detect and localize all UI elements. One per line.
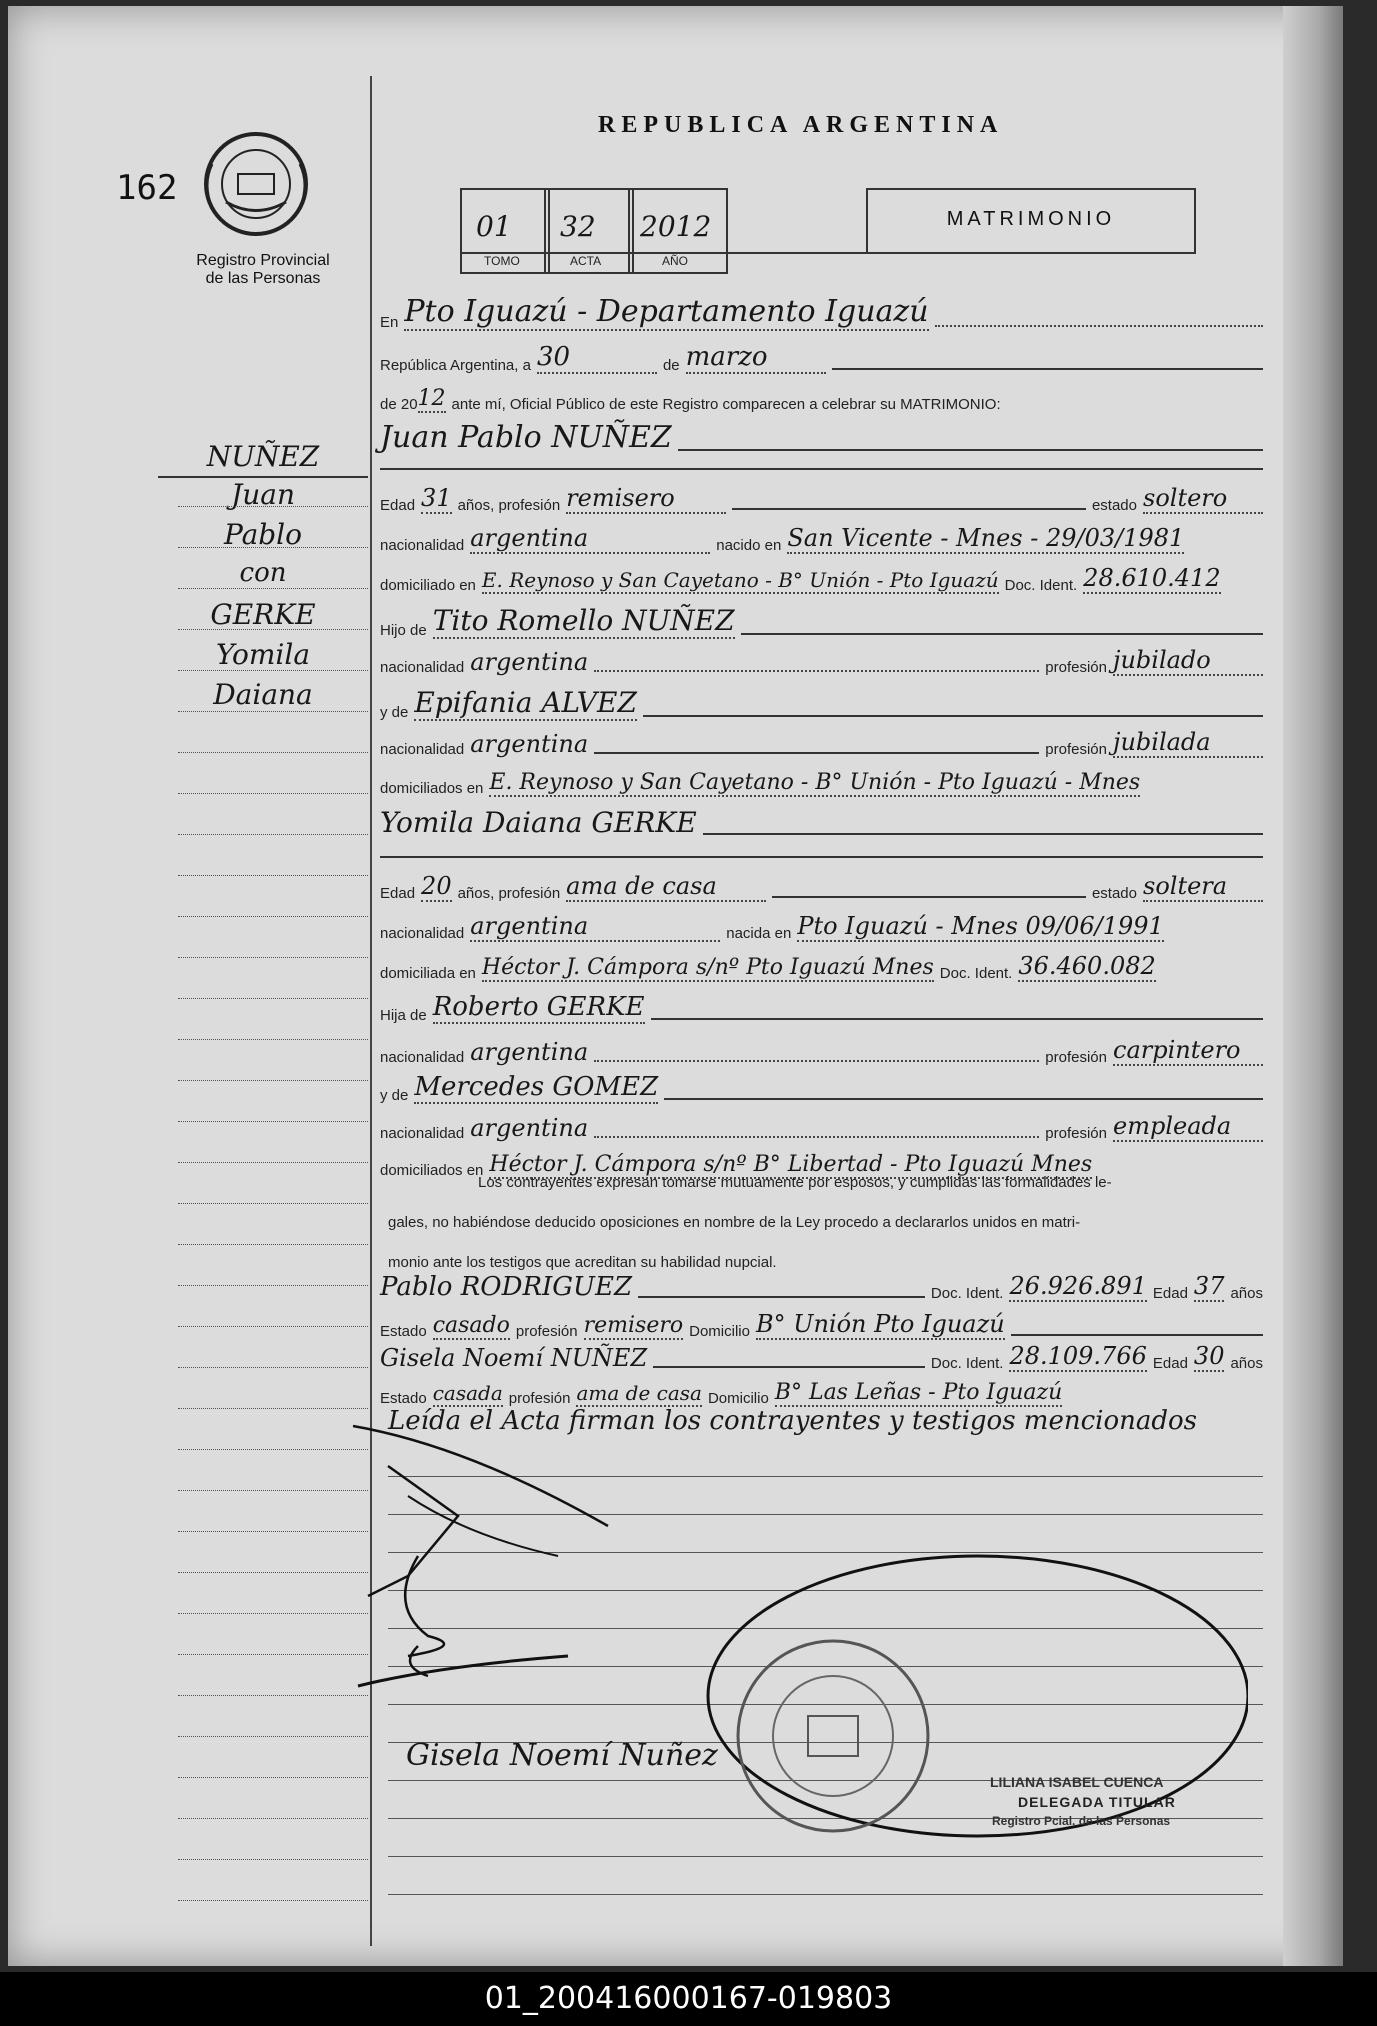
groom-birthplace: San Vicente - Mnes - 29/03/1981 [787,524,1185,552]
nac-label: nacionalidad [380,537,465,554]
bride-age-row [380,872,1263,902]
margin-name: Daiana [213,678,313,711]
witness2-status: casada [432,1381,503,1405]
doc-label: Doc. Ident. [930,1285,1004,1302]
doms-label: domiciliados en [380,780,484,797]
margin-ruled-line [178,1818,368,1819]
hijo-label: Hijo de [380,622,427,639]
margin-ruled-line [178,1162,368,1163]
tomo-label: TOMO [484,254,520,268]
nacida-label: nacida en [726,925,792,942]
doc-label: Doc. Ident. [939,965,1013,982]
margin-ruled-line [178,1490,368,1491]
margin-ruled-line [178,1080,368,1081]
bride-address: Héctor J. Cámpora s/nº Pto Iguazú Mnes [481,955,934,980]
groom-mother-profession: jubilada [1113,728,1263,758]
witness1-row [380,1272,1263,1302]
margin-ruled-line [178,1859,368,1860]
witness1-detail-row [380,1310,1263,1340]
margin-ruled-line [178,1203,368,1204]
witness2-signature: Gisela Noemí Nuñez [406,1738,718,1773]
rep-label: República Argentina, a [380,357,531,374]
bride-profession: ama de casa [566,872,766,902]
groom-father-profession: jubilado [1113,646,1263,676]
page-number: 162 [116,168,178,208]
bride-parents-address: Héctor J. Cámpora s/nº B° Libertad - Pto Iguazú Mnes [489,1152,1093,1177]
bride-name-row [380,806,1263,839]
groom-age: 31 [421,484,452,512]
profesion-label: años, profesión [457,497,561,514]
margin-ruled-line [178,834,368,835]
page-edge [1283,6,1343,1966]
witness1-address: B° Unión Pto Iguazú [755,1310,1005,1338]
witness1-profession: remisero [583,1313,684,1338]
groom-father-nationality: argentina [470,648,589,676]
nac-label: nacionalidad [380,1125,465,1142]
groom-father-nat-row [380,646,1263,676]
dom-label: domiciliado en [380,577,476,594]
bride-status: soltera [1143,872,1263,902]
yde-label: y de [380,704,409,721]
clause: ante mí, Oficial Público de este Registro comparecen a celebrar su MATRIMONIO: [451,396,1001,413]
bride-nat-row [380,912,1263,942]
nac-label: nacionalidad [380,925,465,942]
tomo-value: 01 [476,210,512,243]
doc-label: Doc. Ident. [1004,577,1078,594]
anio-label: AÑO [662,254,689,268]
separator [380,856,1263,858]
document-title: REPUBLICA ARGENTINA [598,112,1004,138]
estado-label: estado [1091,497,1137,514]
margin-ruled-line [178,1326,368,1327]
margin-ruled-line [178,1244,368,1245]
witness1-age: 37 [1193,1272,1225,1300]
bride-mother-profession: empleada [1113,1112,1263,1142]
bride-birthplace: Pto Iguazú - Mnes 09/06/1991 [797,912,1164,940]
witness2-row [380,1342,1263,1372]
margin-ruled-line [178,752,368,753]
edad-label: Edad [1152,1355,1188,1372]
bride-father-nationality: argentina [470,1038,589,1066]
estado-label: Estado [380,1323,427,1340]
domicilio-label: Domicilio [689,1323,750,1340]
margin-ruled-line [178,547,368,548]
groom-father: Tito Romello NUÑEZ [432,604,735,637]
groom-age-row [380,484,1263,514]
bride-father-nat-row [380,1036,1263,1066]
en-label: En [380,314,399,331]
margin-surname: GERKE [210,598,316,631]
margin-ruled-line [178,1367,368,1368]
month-value: marzo [686,342,826,374]
act-type: MATRIMONIO [946,208,1116,230]
anios-label: años [1230,1355,1263,1372]
edad-label: Edad [380,885,416,902]
bride-mother: Mercedes GOMEZ [414,1072,659,1102]
margin-ruled-line [178,629,368,630]
bride-mother-row [380,1072,1263,1104]
margin-ruled-line [178,588,368,589]
margin-name: Pablo [223,518,302,551]
place-value: Pto Iguazú - Departamento Iguazú [404,294,929,329]
doms-label: domiciliados en [380,1162,484,1179]
profesion-label: profesión [508,1390,571,1407]
bride-mother-nationality: argentina [470,1114,589,1142]
margin-ruled-line [178,1613,368,1614]
ruled-line [388,1856,1263,1857]
estado-label: estado [1091,885,1137,902]
margin-ruled-line [178,1408,368,1409]
groom-nationality: argentina [470,524,710,554]
bride-name: Yomila Daiana GERKE [380,806,697,839]
bride-age: 20 [421,872,452,900]
year-label: de 20 [380,396,418,413]
bride-doc: 36.460.082 [1018,952,1156,980]
margin-ruled-line [178,998,368,999]
groom-name: Juan Pablo NUÑEZ [380,420,672,455]
witness1-doc: 26.926.891 [1009,1272,1147,1300]
nac-label: nacionalidad [380,741,465,758]
profesion-label: profesión [1045,1049,1107,1066]
declaration-line-1: Los contrayentes expresan tomarse mutuamente por esposos, y cumplidas las formalidades le- [478,1174,1112,1191]
margin-ruled-line [178,506,368,507]
margin-ruled-line [178,670,368,671]
margin-ruled-line [178,1531,368,1532]
province-seal-icon [196,124,316,244]
profesion-label: profesión [1045,1125,1107,1142]
declaration-line-2: gales, no habiéndose deducido oposiciones en nombre de la Ley procedo a declararlos unidos en matri- [388,1214,1081,1231]
witness2-name: Gisela Noemí NUÑEZ [380,1344,648,1372]
closing-note: Leída el Acta firman los contrayentes y testigos mencionados [388,1406,1198,1436]
groom-doc: 28.610.412 [1083,564,1221,592]
margin-ruled-line [178,1736,368,1737]
nac-label: nacionalidad [380,1049,465,1066]
margin-ruled-line [178,1900,368,1901]
margin-ruled-line [178,1777,368,1778]
year-row [380,386,1263,413]
official-title: DELEGADA TITULAR [1018,1794,1176,1810]
file-id-bar: 01_200416000167-019803 [0,1972,1377,2026]
acta-value: 32 [560,210,596,243]
margin-names [158,440,368,718]
anio-value: 2012 [640,210,712,243]
witness1-status: casado [432,1313,510,1338]
yde-label: y de [380,1087,409,1104]
profesion-label: profesión [515,1323,578,1340]
edad-label: Edad [380,497,416,514]
nac-label: nacionalidad [380,659,465,676]
groom-profession: remisero [566,484,726,514]
ruled-line [388,1894,1263,1895]
acta-label: ACTA [570,254,602,268]
bride-father: Roberto GERKE [432,992,645,1022]
groom-mother: Epifania ALVEZ [414,686,637,719]
margin-ruled-line [178,1695,368,1696]
groom-mother-nat-row [380,728,1263,758]
estado-label: Estado [380,1390,427,1407]
groom-parents-dom-row [380,770,1263,797]
bride-nationality: argentina [470,912,720,942]
margin-ruled-line [178,875,368,876]
groom-mother-nationality: argentina [470,730,589,758]
groom-dom-row [380,564,1263,594]
groom-address: E. Reynoso y San Cayetano - B° Unión - Pto Iguazú [481,568,999,592]
bride-father-profession: carpintero [1113,1036,1263,1066]
place-row [380,294,1263,331]
margin-connector: con [239,558,287,588]
witness2-detail-row [380,1380,1263,1407]
bride-mother-nat-row [380,1112,1263,1142]
anios-label: años [1230,1285,1263,1302]
margin-ruled-line [178,1449,368,1450]
edad-label: Edad [1152,1285,1188,1302]
margin-ruled-line [178,916,368,917]
margin-ruled-line [178,957,368,958]
margin-ruled-line [178,1654,368,1655]
official-org: Registro Pcial. de las Personas [992,1814,1171,1828]
groom-parents-address: E. Reynoso y San Cayetano - B° Unión - Pto Iguazú - Mnes [489,770,1141,795]
margin-ruled-line [178,711,368,712]
margin-ruled-line [178,1285,368,1286]
witness2-address: B° Las Leñas - Pto Iguazú [774,1380,1063,1405]
margin-ruled-line [178,1039,368,1040]
nacido-label: nacido en [716,537,782,554]
bride-dom-row [380,952,1263,982]
margin-name: Yomila [215,638,311,671]
domicilio-label: Domicilio [707,1390,769,1407]
declaration-line-3: monio ante los testigos que acreditan su habilidad nupcial. [388,1254,777,1271]
doc-label: Doc. Ident. [930,1355,1004,1372]
date-row [380,342,1263,374]
year-suffix: 12 [417,386,446,411]
dom-label: domiciliada en [380,965,476,982]
groom-father-row [380,604,1263,639]
document-page [8,6,1343,1966]
witness2-doc: 28.109.766 [1009,1342,1147,1370]
de-label: de [662,357,680,374]
groom-name-row [380,420,1263,455]
witness2-profession: ama de casa [576,1381,702,1405]
witness1-name: Pablo RODRIGUEZ [380,1272,633,1302]
margin-name: Juan [231,478,295,511]
groom-mother-row [380,686,1263,721]
margin-surname: NUÑEZ [158,440,368,478]
witness2-age: 30 [1193,1342,1225,1370]
groom-status: soltero [1143,484,1263,514]
margin-ruled-line [178,1121,368,1122]
profesion-label: años, profesión [457,885,561,902]
signature-scribbles-icon [348,1406,668,1706]
official-name: LILIANA ISABEL CUENCA [990,1774,1164,1790]
registry-name: Registro Provincial de las Personas [196,252,330,287]
profesion-label: profesión [1045,741,1107,758]
separator [380,468,1263,470]
groom-nat-row [380,524,1263,554]
bride-father-row [380,992,1263,1024]
profesion-label: profesión [1045,659,1107,676]
margin-ruled-line [178,793,368,794]
hija-label: Hija de [380,1007,427,1024]
day-value: 30 [537,342,657,374]
margin-ruled-line [178,1572,368,1573]
